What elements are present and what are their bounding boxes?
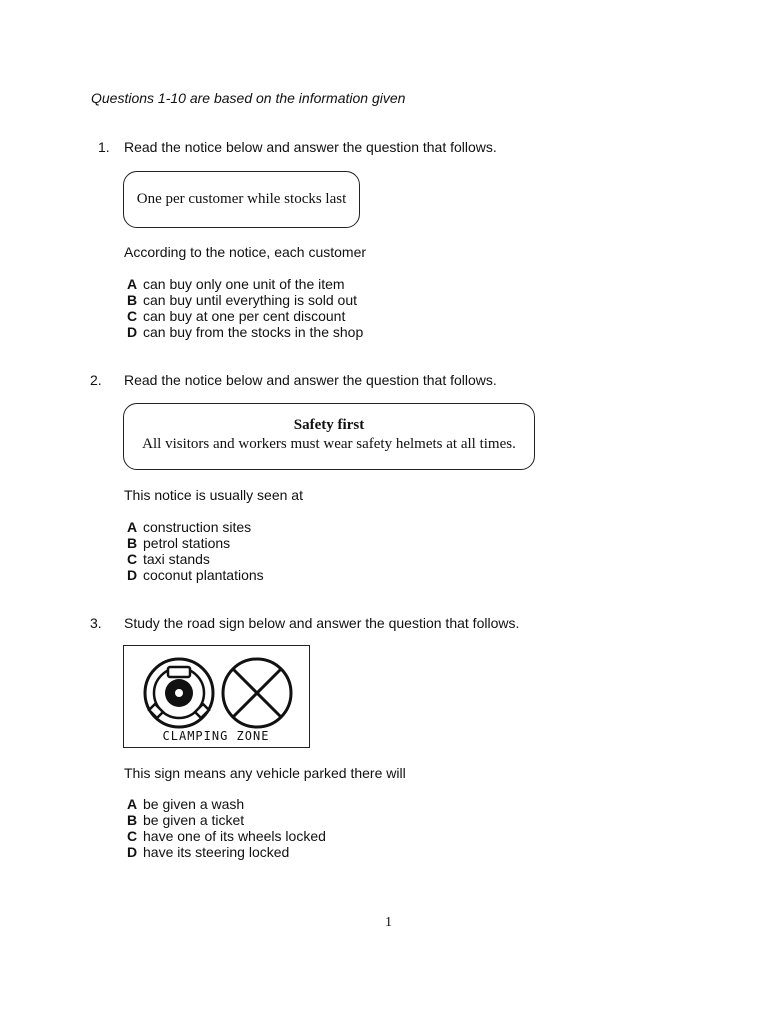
option-text: can buy until everything is sold out bbox=[143, 292, 358, 308]
question-1-instruction: Read the notice below and answer the question that follows. bbox=[124, 139, 497, 155]
question-2-instruction: Read the notice below and answer the question that follows. bbox=[124, 372, 497, 388]
clamping-zone-sign bbox=[123, 645, 310, 748]
option-text: taxi stands bbox=[143, 551, 210, 567]
option-letter: B bbox=[127, 535, 138, 551]
option-row bbox=[127, 828, 326, 844]
option-text: be given a wash bbox=[143, 796, 245, 812]
wheel-clamp-icon bbox=[145, 659, 213, 727]
question-3-instruction: Study the road sign below and answer the question that follows. bbox=[124, 615, 520, 631]
no-parking-icon bbox=[223, 659, 291, 727]
notice-2-title: Safety first bbox=[293, 417, 365, 433]
question-3-number: 3. bbox=[90, 615, 102, 631]
option-row bbox=[127, 844, 326, 860]
option-text: construction sites bbox=[143, 519, 252, 535]
option-letter: C bbox=[127, 308, 138, 324]
question-3-stem: This sign means any vehicle parked there will bbox=[124, 765, 406, 781]
option-row bbox=[127, 519, 264, 535]
option-letter: B bbox=[127, 292, 138, 308]
option-row bbox=[127, 292, 363, 308]
notice-2-body: All visitors and workers must wear safety helmets at all times. bbox=[142, 436, 516, 452]
question-2-number: 2. bbox=[90, 372, 102, 388]
option-text: be given a ticket bbox=[143, 812, 245, 828]
option-letter: C bbox=[127, 551, 138, 567]
option-row bbox=[127, 796, 326, 812]
option-text: can buy only one unit of the item bbox=[143, 276, 345, 292]
option-row bbox=[127, 812, 326, 828]
option-letter: A bbox=[127, 796, 138, 812]
question-2-options bbox=[127, 519, 264, 583]
notice-1-text: One per customer while stocks last bbox=[136, 191, 347, 207]
option-letter: B bbox=[127, 812, 138, 828]
sign-caption: CLAMPING ZONE bbox=[162, 729, 270, 743]
option-letter: A bbox=[127, 276, 138, 292]
question-1-stem: According to the notice, each customer bbox=[124, 244, 367, 260]
option-text: petrol stations bbox=[143, 535, 231, 551]
option-text: coconut plantations bbox=[143, 567, 264, 583]
option-text: can buy from the stocks in the shop bbox=[143, 324, 364, 340]
option-text: have one of its wheels locked bbox=[143, 828, 326, 844]
option-letter: C bbox=[127, 828, 138, 844]
option-row bbox=[127, 567, 264, 583]
page-number: 1 bbox=[385, 915, 392, 930]
option-letter: D bbox=[127, 567, 138, 583]
clamping-zone-sign-graphic bbox=[124, 646, 309, 747]
option-letter: D bbox=[127, 844, 138, 860]
option-letter: A bbox=[127, 519, 138, 535]
option-letter: D bbox=[127, 324, 138, 340]
intro-text: Questions 1-10 are based on the information given bbox=[91, 90, 406, 106]
option-row bbox=[127, 324, 363, 340]
question-2-stem: This notice is usually seen at bbox=[124, 487, 303, 503]
option-row bbox=[127, 276, 363, 292]
question-1-number: 1. bbox=[98, 139, 110, 155]
option-text: have its steering locked bbox=[143, 844, 290, 860]
question-3-options bbox=[127, 796, 326, 860]
option-text: can buy at one per cent discount bbox=[143, 308, 346, 324]
option-row bbox=[127, 535, 264, 551]
notice-1 bbox=[123, 171, 360, 228]
option-row bbox=[127, 308, 363, 324]
notice-2 bbox=[123, 403, 535, 470]
question-1-options bbox=[127, 276, 363, 340]
option-row bbox=[127, 551, 264, 567]
